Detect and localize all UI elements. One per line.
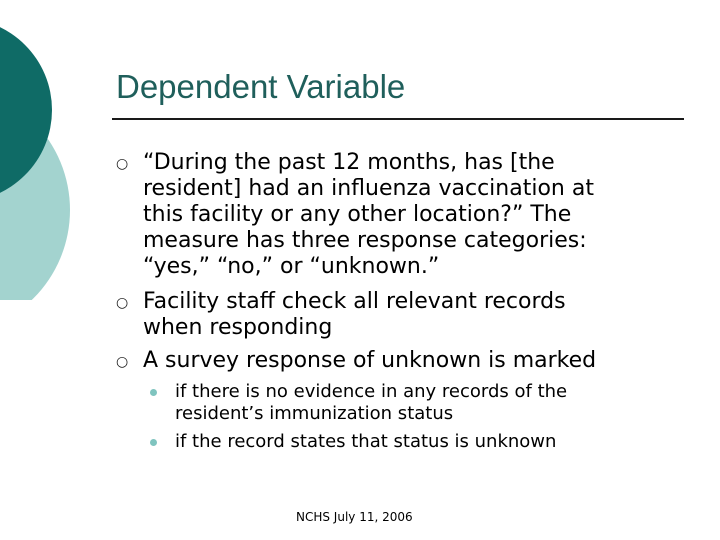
sub-bullet-1-line-1: if there is no evidence in any records of the: [175, 381, 568, 402]
bullet-3-line-1: A survey response of unknown is marked: [143, 348, 597, 373]
dot-bullet-icon: [150, 439, 157, 446]
bullet-2-line-1: Facility staff check all relevant records: [143, 289, 566, 314]
bullet-1-line-4: measure has three response categories:: [143, 228, 587, 253]
bullet-1-line-1: “During the past 12 months, has [the: [143, 150, 555, 175]
sub-bullet-2-line-1: if the record states that status is unknown: [175, 431, 557, 452]
bullet-1-line-5: “yes,” “no,” or “unknown.”: [143, 254, 440, 279]
hollow-bullet-icon: ○: [116, 295, 129, 311]
bullet-2-line-2: when responding: [143, 315, 333, 340]
slide-title: Dependent Variable: [116, 68, 406, 105]
sub-bullet-1-line-2: resident’s immunization status: [175, 403, 454, 424]
dot-bullet-icon: [150, 389, 157, 396]
hollow-bullet-icon: ○: [116, 156, 129, 172]
bullet-1-line-3: this facility or any other location?” The: [143, 202, 572, 227]
slide-footer: NCHS July 11, 2006: [296, 510, 413, 524]
bullet-1-line-2: resident] had an influenza vaccination at: [143, 176, 594, 201]
hollow-bullet-icon: ○: [116, 354, 129, 370]
